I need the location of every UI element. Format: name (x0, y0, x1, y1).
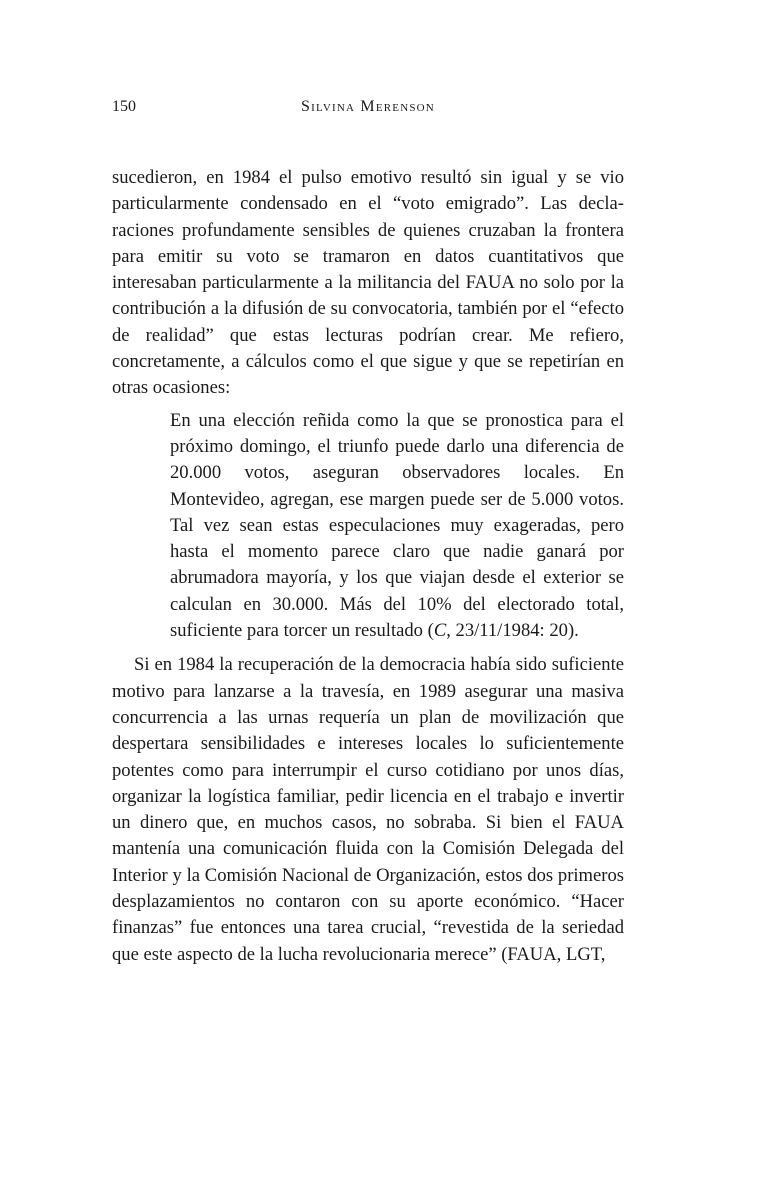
body-text (112, 165, 624, 968)
running-head (112, 98, 624, 122)
block-quote (170, 408, 624, 645)
quote-source-abbr: C (433, 620, 447, 642)
running-title: Silvina Merenson (301, 98, 435, 115)
quote-text: En una elección reñida como la que se pronostica para el próximo domingo, el triunfo puede darlo una diferencia de 20.000 votos, aseguran observadores locales. En Montevideo, agregan, ese margen puede ser de 5.000 votos. Tal vez sean estas especulaciones muy exageradas, pero hasta el momento parece claro que nadie ganará por abrumadora mayoría, y los que viajan desde el exterior se calculan en 30.000. Más del 10% del electorado total, suficiente para torcer un resultado ( (170, 409, 624, 642)
paragraph-2: Si en 1984 la recuperación de la democracia había sido suficiente motivo para lanzarse a la travesía, en 1989 asegurar una masiva concurrencia a las urnas requería un plan de movilización que despertara sensibilidades e intereses locales lo suficientemente potentes como para interrumpir el curso cotidiano por unos días, organizar la logística familiar, pedir licencia en el trabajo e invertir un dinero que, en muchos casos, no sobraba. Si bien el FAUA mantenía una comunicación fluida con la Comisión Delegada del Interior y la Comisión Nacional de Organización, estos dos primeros desplazamientos no contaron con su aporte económico. “Hacer finanzas” fue entonces una tarea crucial, “revestida de la seriedad que este aspecto de la lucha revolucionaria merece” (FAUA, LGT, (112, 654, 624, 965)
page-number: 150 (112, 98, 136, 115)
paragraph-1: sucedieron, en 1984 el pulso emotivo resultó sin igual y se vio particularmente condensado en el “voto emigrado”. Las declaraciones profundamente sensibles de quienes cruzaban la frontera para emitir su voto se tramaron en datos cuantitativos que interesaban particularmente a la militancia del FAUA no solo por la contribución a la difusión de su convocatoria, también por el “efecto de realidad” que estas lecturas podrían crear. Me refiero, concretamente, a cálculos como el que sigue y que se repetirían en otras ocasiones: (112, 167, 624, 399)
quote-citation: , 23/11/1984: 20). (446, 620, 579, 642)
